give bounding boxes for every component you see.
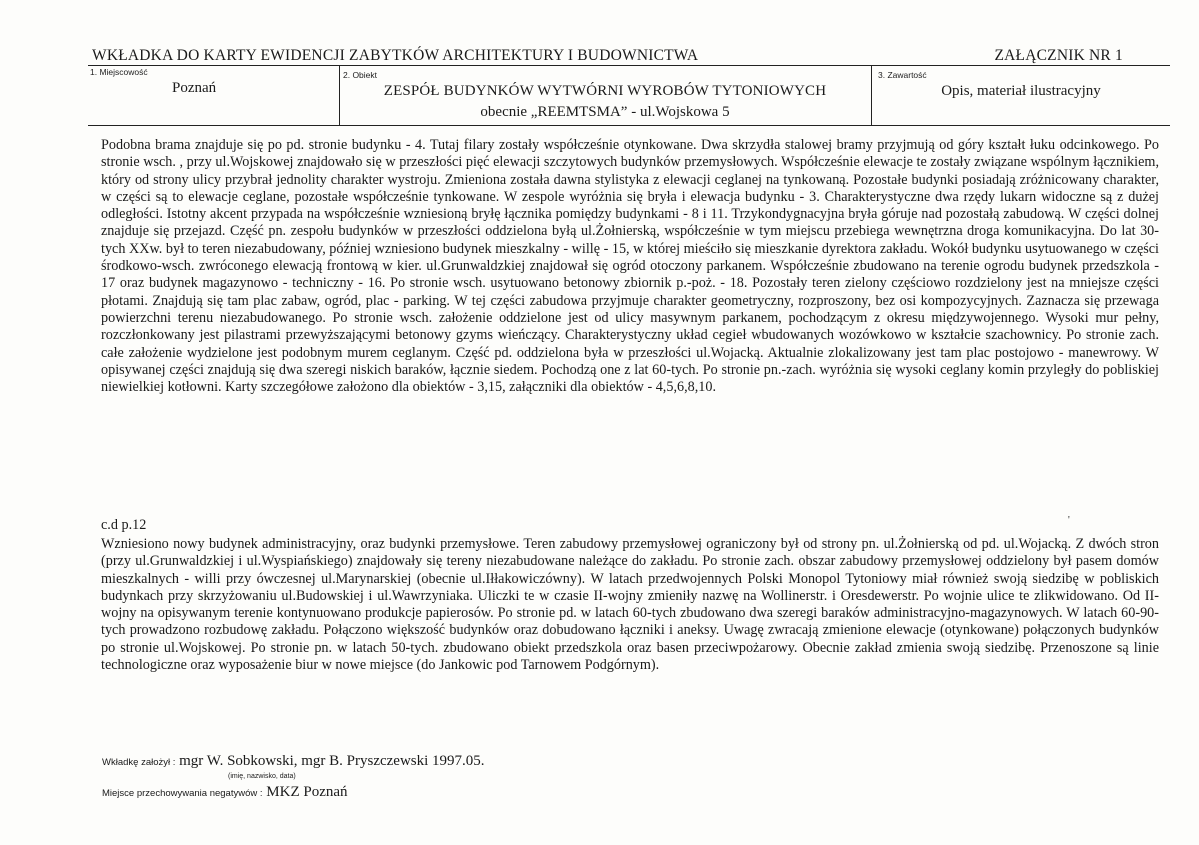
header-rule-bottom [88,125,1170,126]
attachment-number: ZAŁĄCZNIK NR 1 [994,47,1123,64]
object-name: ZESPÓŁ BUDYNKÓW WYTWÓRNI WYROBÓW TYTONIOWYCH [383,83,827,99]
header-rule-top [88,65,1170,66]
location-value: Poznań [172,80,217,96]
continuation-heading: c.d p.12 [101,517,147,533]
object-address: obecnie „REEMTSMA” - ul.Wojskowa 5 [480,104,730,120]
description-paragraph-2: Wzniesiono nowy budynek administracyjny, oraz budynki przemysłowe. Teren zabudowy przemysłowej ograniczony był od strony pn. ul.Żołnierską od pd. ul.Wojacką. Z dwóch stron (przy ul.Grunwaldzkiej i ul.Wyspiańskiego) znajdowały się tereny niezabudowane należące do zakładu. Po stronie zach. obszar zabudowy przemysłowej oddzielony był pasem domów mieszkalnych - willi przy ówczesnej ul.Marynarskiej (obecnie ul.Iłłakowiczówny). W latach przedwojennych Polski Monopol Tytoniowy miał również swoją siedzibę w pobliskich budynkach przy skrzyżowaniu ul.Budowskiej i ul.Wawrzyniaka. Uliczki te w czasie II-wojny zmieniły nazwę na Wollinerstr. i Oresdewerstr. Po wojnie ulice te zlikwidowano. Od II-wojny na opisywanym terenie kontynuowano produkcje papierosów. Po stronie pd. w latach 60-tych zbudowano dwa szeregi baraków administracyjno-magazynowych. W latach 60-90-tych prowadzono rozbudowę zakładu. Połączono większość budynków oraz dobudowano łączniki i aneksy. Uwagę zwracają zmienione elewacje (otynkowane) połączonych budynków po stronie ul.Wojskowej. Po stronie pn. w latach 50-tych. zbudowano obiekt przedszkola oraz basen przeciwpożarowy. Obecnie zakład zmienia swoją siedzibę. Przenoszone są linie technologiczne oraz wyposażenie biur w nowe miejsce (do Jankowic pod Tarnowem Podgórnym). [101,536,1159,674]
contents-label: 3. Zawartość [878,70,927,80]
object-label: 2. Obiekt [343,70,378,80]
storage-line [102,783,348,801]
location-label: 1. Miejscowość [90,67,148,77]
storage-value: MKZ Poznań [262,784,348,800]
author-value: mgr W. Sobkowski, mgr B. Pryszczewski 1997.05. [175,753,485,769]
contents-value: Opis, materiał ilustracyjny [941,83,1101,99]
author-hint: (imię, nazwisko, data) [228,773,296,780]
storage-label: Miejsce przechowywania negatywów : [102,788,263,799]
form-title: WKŁADKA DO KARTY EWIDENCJI ZABYTKÓW ARCHITEKTURY I BUDOWNICTWA [92,47,699,64]
stray-mark: ' [1068,515,1070,526]
author-line [102,752,485,770]
description-paragraph-1: Podobna brama znajduje się po pd. stronie budynku - 4. Tutaj filary zostały współcześnie otynkowane. Dwa skrzydła stalowej bramy przyjmują od góry kształt łuku odcinkowego. Po stronie wsch. , przy ul.Wojskowej znajdowało się w przeszłości pięć elewacji szczytowych budynków przemysłowych. Współcześnie elewacje te zostały związane wspólnym łącznikiem, który od strony ulicy przybrał jednolity charakter wystroju. Zmieniona została dawna stylistyka z elewacji ceglanej na tynkowaną. Pozostałe budynki posiadają zróżnicowany charakter, w części są to elewacje ceglane, pozostałe współcześnie tynkowane. W zespole wyróżnia się bryła i elewacja budynku - 3. Charakterystyczne dwa rzędy lukarn widoczne są z dużej odległości. Istotny akcent przypada na współcześnie wzniesioną bryłę łącznika pomiędzy budynkami - 8 i 11. Trzykondygnacyjna bryła góruje nad pozostałą zabudową. W części dolnej znajduje się przejazd. Część pn. zespołu budynków w przeszłości oddzielona byłą ul.Żołnierską, współcześnie w tym miejscu przebiega wewnętrzna droga komunikacyjna. Do lat 30-tych XXw. był to teren niezabudowany, później wzniesiono budynek mieszkalny - willę - 15, w której mieściło się mieszkanie dyrektora zakładu. Wokół budynku usytuowanego w części środkowo-wsch. zwróconego elewacją frontową w kier. ul.Grunwaldzkiej znajdował się ogród otoczony parkanem. Współcześnie zbudowano na terenie ogrodu budynek przedszkola - 17 oraz budynek magazynowo - techniczny - 16. Po stronie wsch. usytuowano betonowy zbiornik p.-poż. - 18. Pozostały teren zielony częściowo rozdzielony jest na mniejsze części płotami. Znajdują się tam plac zabaw, ogród, plac - parking. W tej części zabudowa przyjmuje charakter geometryczny, rozproszony, bez osi kompozycyjnych. Zaznacza się przewaga powierzchni terenu niezabudowanego. Po stronie wsch. założenie oddzielone jest od ulicy masywnym parkanem, pochodzącym z okresu międzywojennego. Wysoki mur pełny, rozczłonkowany jest pilastrami przewyższającymi betonowy gzyms wieńczący. Charakterystyczny układ cegieł wbudowanych wozówkowo w kształcie szachownicy. Po stronie zach. całe założenie wydzielone jest podobnym murem ceglanym. Część pd. oddzielona była w przeszłości ul.Wojacką. Aktualnie zlokalizowany jest tam plac postojowo - manewrowy. W opisywanej części znajdują się dwa szeregi niskich baraków, łącznie siedem. Pochodzą one z lat 60-tych. Po stronie pn.-zach. wyróżnia się wysoki ceglany komin przyległy do pobliskiej niewielkiej kotłowni. Karty szczegółowe założono dla obiektów - 3,15, załączniki dla obiektów - 4,5,6,8,10. [101,137,1159,396]
author-label: Wkładkę założył : [102,757,176,768]
